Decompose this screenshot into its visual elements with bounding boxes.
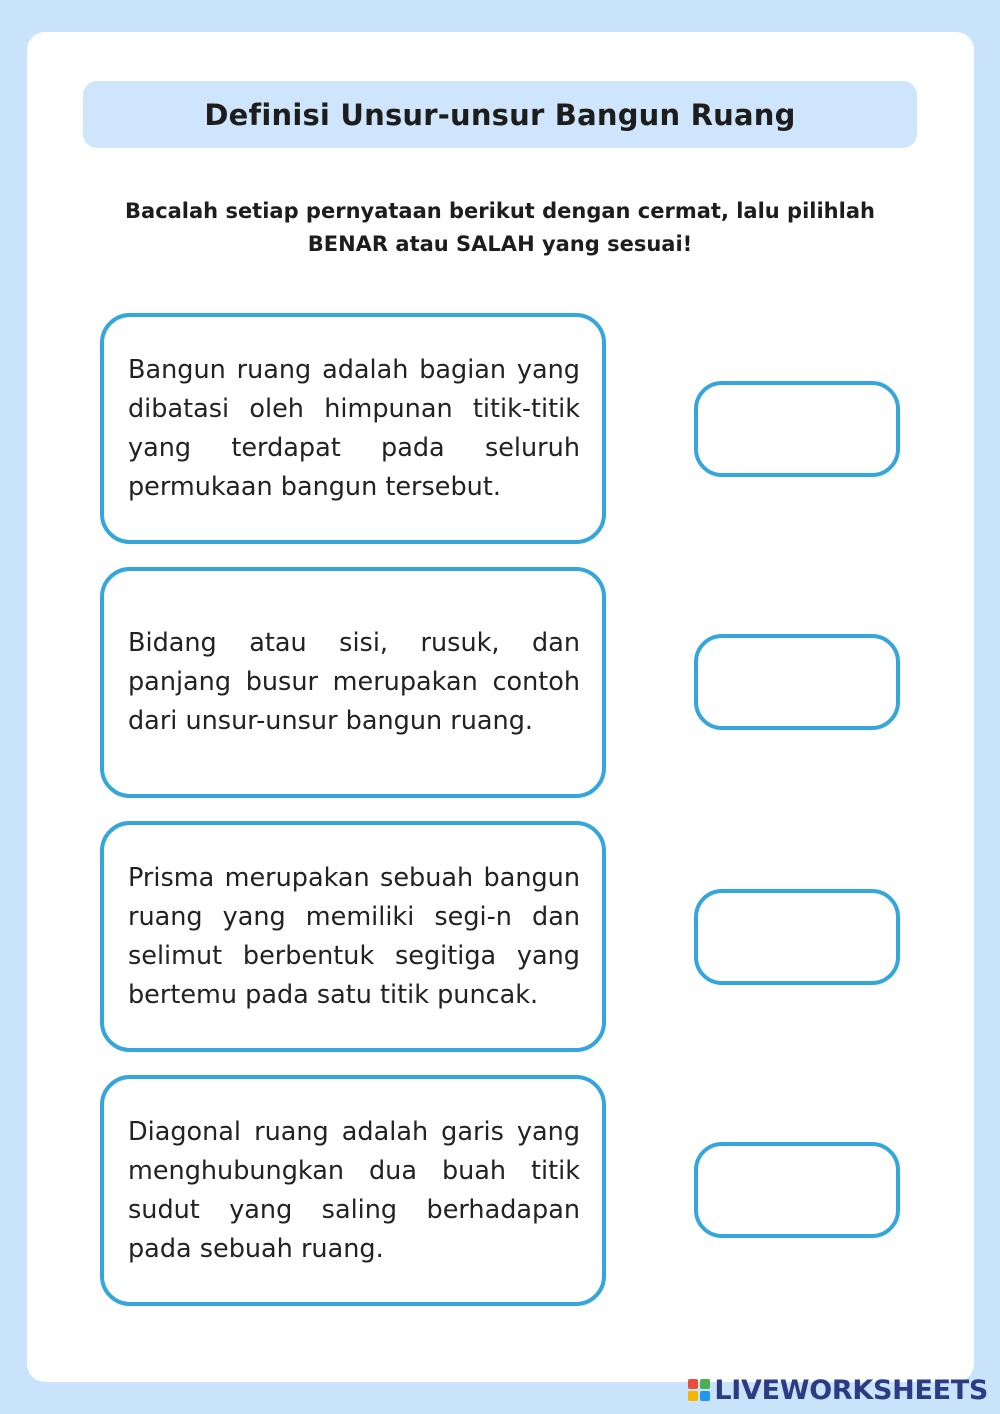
statement-card-4 xyxy=(100,1075,606,1306)
logo-square xyxy=(700,1379,710,1389)
statement-card-1 xyxy=(100,313,606,544)
statement-text-4: Diagonal ruang adalah garis yang menghubungkan dua buah titik sudut yang saling berhadapan pada sebuah ruang. xyxy=(128,1116,580,1264)
statement-text-2: Bidang atau sisi, rusuk, dan panjang busur merupakan contoh dari unsur-unsur bangun ruang. xyxy=(128,628,580,736)
statement-text-3: Prisma merupakan sebuah bangun ruang yang memiliki segi-n dan selimut berbentuk segitiga yang bertemu pada satu titik puncak. xyxy=(128,862,580,1010)
answer-dropzone-2[interactable] xyxy=(694,634,900,730)
logo-square xyxy=(700,1391,710,1401)
statement-text-1: Bangun ruang adalah bagian yang dibatasi oleh himpunan titik-titik yang terdapat pada seluruh permukaan bangun tersebut. xyxy=(128,354,580,502)
logo-square xyxy=(688,1391,698,1401)
title-bar xyxy=(83,81,917,148)
answer-dropzone-3[interactable] xyxy=(694,889,900,985)
answer-dropzone-4[interactable] xyxy=(694,1142,900,1238)
statement-card-2 xyxy=(100,567,606,798)
liveworksheets-logo-icon xyxy=(688,1379,710,1401)
answer-dropzone-1[interactable] xyxy=(694,381,900,477)
logo-square xyxy=(688,1379,698,1389)
statement-card-3 xyxy=(100,821,606,1052)
brand-footer[interactable] xyxy=(688,1372,988,1408)
brand-name: LIVEWORKSHEETS xyxy=(714,1374,988,1406)
page-title: Definisi Unsur-unsur Bangun Ruang xyxy=(204,97,796,132)
instruction-text: Bacalah setiap pernyataan berikut dengan cermat, lalu pilihlah BENAR atau SALAH yang sesuai! xyxy=(125,199,875,256)
